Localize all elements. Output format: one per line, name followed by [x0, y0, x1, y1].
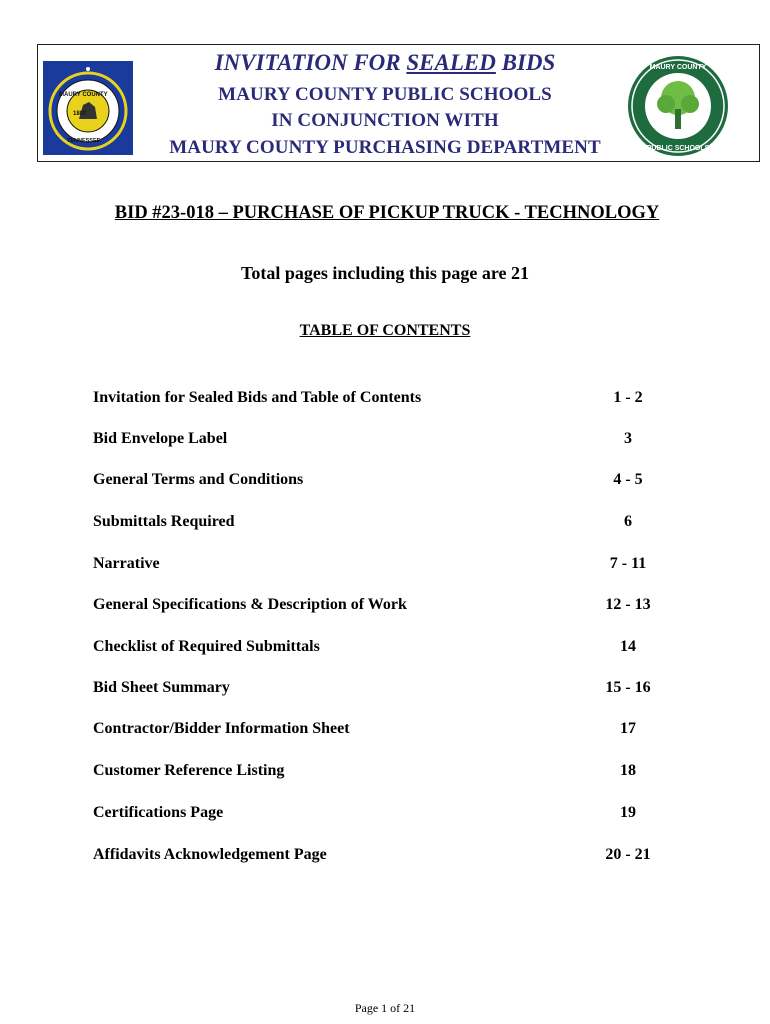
- toc-row: [93, 720, 713, 742]
- toc-row: [93, 389, 713, 411]
- toc-row: [93, 762, 713, 784]
- schools-tree-seal-icon: [626, 54, 731, 158]
- toc-pages: 12 - 13: [605, 596, 651, 613]
- bid-title: BID #23-018 – PURCHASE OF PICKUP TRUCK - TECHNOLOGY: [114, 203, 660, 223]
- toc-row: [93, 804, 713, 826]
- toc-pages: 15 - 16: [605, 679, 651, 696]
- svg-text:MAURY COUNTY: MAURY COUNTY: [649, 64, 707, 71]
- header-line-1: MAURY COUNTY PUBLIC SCHOOLS: [218, 84, 552, 105]
- header-line-2: IN CONJUNCTION WITH: [271, 110, 499, 131]
- toc-row: [93, 471, 713, 493]
- seal-year: 1807: [73, 111, 87, 117]
- toc-label: Narrative: [93, 555, 160, 572]
- header-line-3: MAURY COUNTY PURCHASING DEPARTMENT: [169, 137, 601, 158]
- toc-label: General Specifications & Description of Work: [93, 596, 407, 613]
- toc-row: [93, 430, 713, 452]
- toc-row: [93, 555, 713, 577]
- county-seal-icon: [43, 61, 133, 155]
- total-pages: Total pages including this page are 21: [240, 263, 530, 283]
- toc-row: [93, 638, 713, 660]
- toc-pages: 7 - 11: [609, 555, 647, 572]
- toc-label: Contractor/Bidder Information Sheet: [93, 720, 350, 737]
- toc-pages: 4 - 5: [613, 471, 643, 488]
- toc-pages: 17: [620, 720, 636, 737]
- toc-pages: 6: [624, 513, 632, 530]
- svg-text:PUBLIC SCHOOLS: PUBLIC SCHOOLS: [646, 145, 710, 152]
- toc-row: [93, 846, 713, 868]
- toc-label: Invitation for Sealed Bids and Table of Contents: [93, 389, 422, 406]
- seal-bottom-text: TENNESSEE: [67, 138, 101, 144]
- toc-label: General Terms and Conditions: [93, 471, 304, 488]
- toc-pages: 20 - 21: [605, 846, 651, 863]
- toc-pages: 19: [620, 804, 636, 821]
- toc-label: Affidavits Acknowledgement Page: [93, 846, 327, 863]
- toc-pages: 1 - 2: [613, 389, 643, 406]
- toc-row: [93, 513, 713, 535]
- toc-heading: TABLE OF CONTENTS: [299, 322, 471, 339]
- seal-top-text: MAURY COUNTY: [59, 92, 108, 98]
- page-footer: Page 1 of 21: [354, 1001, 416, 1015]
- toc-pages: 3: [624, 430, 632, 447]
- toc-label: Customer Reference Listing: [93, 762, 285, 779]
- header-title: INVITATION FOR SEALED BIDS: [214, 50, 556, 75]
- toc-label: Certifications Page: [93, 804, 224, 821]
- toc-pages: 14: [620, 638, 636, 655]
- toc-label: Bid Sheet Summary: [93, 679, 230, 696]
- toc-row: [93, 596, 713, 618]
- toc-row: [93, 679, 713, 701]
- toc-label: Submittals Required: [93, 513, 235, 530]
- toc-label: Bid Envelope Label: [93, 430, 228, 447]
- toc-pages: 18: [620, 762, 636, 779]
- toc-label: Checklist of Required Submittals: [93, 638, 320, 655]
